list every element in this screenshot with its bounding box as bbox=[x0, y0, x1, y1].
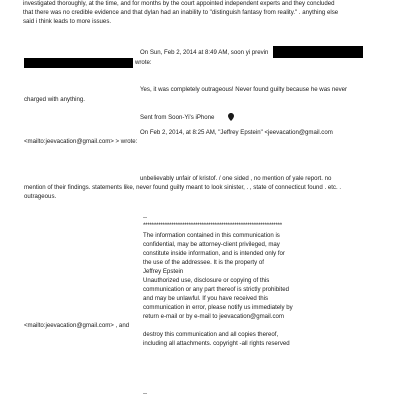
reply-header: <mailto:jeevacation@gmail.com> > wrote: bbox=[24, 138, 138, 145]
body-text: unbelievably unfair of kristof. / one sided , no mention of yale report. no bbox=[140, 175, 332, 182]
disclaimer-line: destroy this communication and all copies thereof, bbox=[143, 331, 279, 338]
body-text: said i think leads to more issues. bbox=[23, 18, 112, 25]
signature-stars: **************************************************************** bbox=[143, 222, 282, 229]
disclaimer-line: the use of the addressee. It is the property of bbox=[143, 259, 264, 266]
disclaimer-line: The information contained in this communication is bbox=[143, 232, 280, 239]
disclaimer-line: and may be unlawful. If you have received this bbox=[143, 295, 268, 302]
location-pin-icon bbox=[228, 113, 234, 121]
mailto-line: <mailto:jeevacation@gmail.com> , and bbox=[24, 322, 130, 329]
body-text: Yes, it was completely outrageous! Never found guilty because he was never bbox=[140, 86, 348, 93]
body-text: outrageous. bbox=[24, 193, 57, 200]
body-text: investigated thoroughly, at the time, and for months by the court appointed independent experts and they concluded bbox=[23, 0, 335, 7]
disclaimer-line: communication or any part thereof is strictly prohibited bbox=[143, 286, 289, 293]
disclaimer-line: including all attachments. copyright -all rights reserved bbox=[143, 340, 290, 347]
body-text: mention of their findings. statements like, never found guilty meant to look sinister, . , state of connecticut found . etc. . bbox=[24, 184, 342, 191]
reply-header: On Feb 2, 2014, at 8:25 AM, "Jeffrey Epstein" <jeevacation@gmail.com bbox=[140, 129, 333, 136]
redaction-box bbox=[24, 58, 133, 68]
redaction-box bbox=[273, 46, 363, 58]
disclaimer-line: confidential, may be attorney-client privileged, may bbox=[143, 241, 280, 248]
disclaimer-line: Jeffrey Epstein bbox=[143, 268, 184, 275]
body-text: that there was no credible evidence and that dylan had an inability to "distinguish fantasy from reality." . anything else bbox=[23, 9, 339, 16]
signature-separator: -- bbox=[143, 214, 148, 221]
disclaimer-line: communication in error, please notify us immediately by bbox=[143, 304, 293, 311]
disclaimer-line: return e-mail or by e-mail to jeevacation@gmail.com bbox=[143, 313, 284, 320]
bottom-separator: -- bbox=[143, 390, 148, 397]
reply-header: On Sun, Feb 2, 2014 at 8:49 AM, soon yi previn bbox=[140, 49, 269, 56]
disclaimer-line: constitute inside information, and is intended only for bbox=[143, 250, 285, 257]
reply-header: wrote: bbox=[135, 59, 152, 66]
disclaimer-line: Unauthorized use, disclosure or copying of this bbox=[143, 277, 270, 284]
body-text: charged with anything. bbox=[24, 96, 85, 103]
sent-from: Sent from Soon-Yi's iPhone bbox=[140, 114, 215, 121]
